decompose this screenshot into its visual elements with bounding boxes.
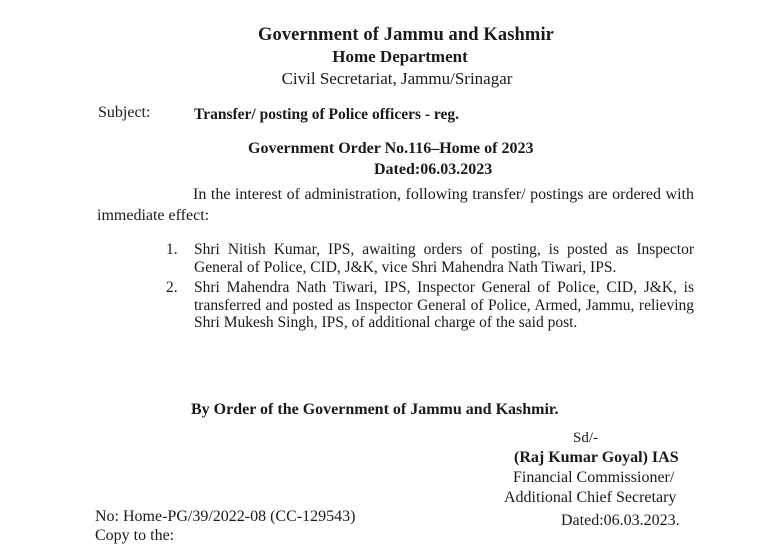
item-number: 1. [166,241,178,258]
order-date: Dated:06.03.2023 [374,161,493,178]
signatory-designation-2: Additional Chief Secretary [504,489,677,506]
signature-sd: Sd/- [573,430,599,446]
list-item [160,279,694,332]
subject-text: Transfer/ posting of Police officers - reg. [194,106,460,123]
header-department: Home Department [332,47,468,66]
header-office: Civil Secretariat, Jammu/Srinagar [281,69,513,88]
header-government: Government of Jammu and Kashmir [257,25,554,45]
signatory-name: (Raj Kumar Goyal) IAS [514,449,679,466]
signature-date: Dated:06.03.2023. [561,512,680,529]
item-text: Shri Nitish Kumar, IPS, awaiting orders of posting, is posted as Inspector General of Police, CID, J&K, vice Shri Mahendra Nath Tiwari, IPS. [194,241,694,276]
intro-paragraph: In the interest of administration, following transfer/ postings are ordered with immediate effect: [97,186,694,224]
item-number: 2. [166,279,178,296]
signatory-designation-1: Financial Commissioner/ [513,469,675,486]
list-item [160,241,694,276]
order-items-list [160,241,694,335]
subject-label: Subject: [98,104,151,121]
item-text: Shri Mahendra Nath Tiwari, IPS, Inspector General of Police, CID, J&K, is transferred and posted as Inspector General of Police, Armed, Jammu, relieving Shri Mukesh Singh, IPS, of additional charge of the said post. [194,279,694,331]
reference-number: No: Home-PG/39/2022-08 (CC-129543) [95,508,356,525]
copy-to-line: Copy to the: [95,527,175,544]
order-title: Government Order No.116–Home of 2023 [248,140,534,157]
by-order-line: By Order of the Government of Jammu and Kashmir. [191,401,559,418]
